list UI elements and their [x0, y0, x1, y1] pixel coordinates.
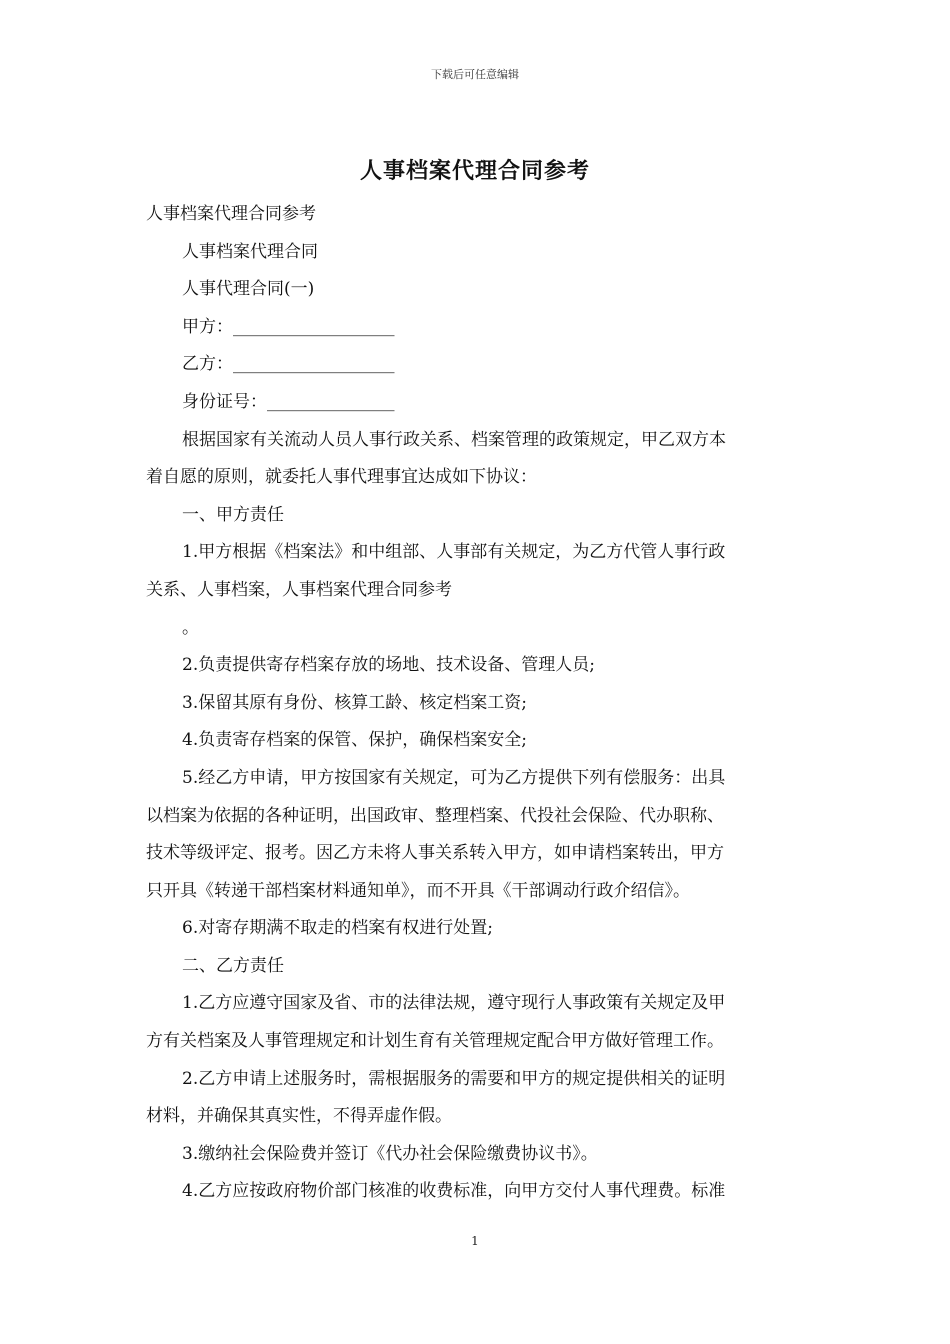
- body-line: 1.乙方应遵守国家及省、市的法律法规，遵守现行人事政策有关规定及甲: [182, 993, 726, 1014]
- body-line: 材料，并确保其真实性，不得弄虚作假。: [146, 1106, 452, 1127]
- body-line: 4.负责寄存档案的保管、保护，确保档案安全;: [182, 730, 527, 751]
- body-line: 关系、人事档案，人事档案代理合同参考: [146, 579, 452, 600]
- body-line: 6.对寄存期满不取走的档案有权进行处置;: [182, 918, 493, 939]
- header-note: 下载后可任意编辑: [431, 68, 519, 81]
- party-a-line: 甲方：___________________: [182, 316, 395, 337]
- body-line: 4.乙方应按政府物价部门核准的收费标准，向甲方交付人事代理费。标准: [182, 1181, 726, 1202]
- body-line: 。: [182, 617, 199, 638]
- body-line: 3.缴纳社会保险费并签订《代办社会保险缴费协议书》。: [182, 1143, 598, 1164]
- page-number: 1: [471, 1234, 479, 1248]
- body-line: 根据国家有关流动人员人事行政关系、档案管理的政策规定，甲乙双方本: [182, 429, 726, 450]
- section-heading: 一、甲方责任: [182, 504, 284, 525]
- body-line: 1.甲方根据《档案法》和中组部、人事部有关规定，为乙方代管人事行政: [182, 542, 726, 563]
- document-title: 人事档案代理合同参考: [359, 158, 590, 184]
- document-body: [146, 196, 806, 1211]
- body-line: 技术等级评定、报考。因乙方未将人事关系转入甲方，如申请档案转出，甲方: [146, 843, 724, 864]
- body-line: 人事档案代理合同参考: [146, 204, 316, 224]
- body-line: 2.负责提供寄存档案存放的场地、技术设备、管理人员;: [182, 655, 595, 676]
- body-line: 2.乙方申请上述服务时，需根据服务的需要和甲方的规定提供相关的证明: [182, 1068, 726, 1089]
- body-line: 以档案为依据的各种证明，出国政审、整理档案、代投社会保险、代办职称、: [146, 805, 724, 826]
- body-line: 人事档案代理合同: [182, 241, 318, 262]
- id-number-line: 身份证号：_______________: [182, 391, 395, 412]
- party-b-line: 乙方：___________________: [182, 354, 395, 375]
- body-line: 着自愿的原则，就委托人事代理事宜达成如下协议：: [146, 467, 537, 488]
- body-line: 人事代理合同(一): [182, 279, 315, 300]
- body-line: 3.保留其原有身份、核算工龄、核定档案工资;: [182, 692, 527, 713]
- body-line: 方有关档案及人事管理规定和计划生育有关管理规定配合甲方做好管理工作。: [146, 1031, 724, 1052]
- body-line: 只开具《转递干部档案材料通知单》，而不开具《干部调动行政介绍信》。: [146, 880, 690, 901]
- section-heading: 二、乙方责任: [182, 955, 284, 976]
- body-line: 5.经乙方申请，甲方按国家有关规定，可为乙方提供下列有偿服务：出具: [182, 767, 726, 788]
